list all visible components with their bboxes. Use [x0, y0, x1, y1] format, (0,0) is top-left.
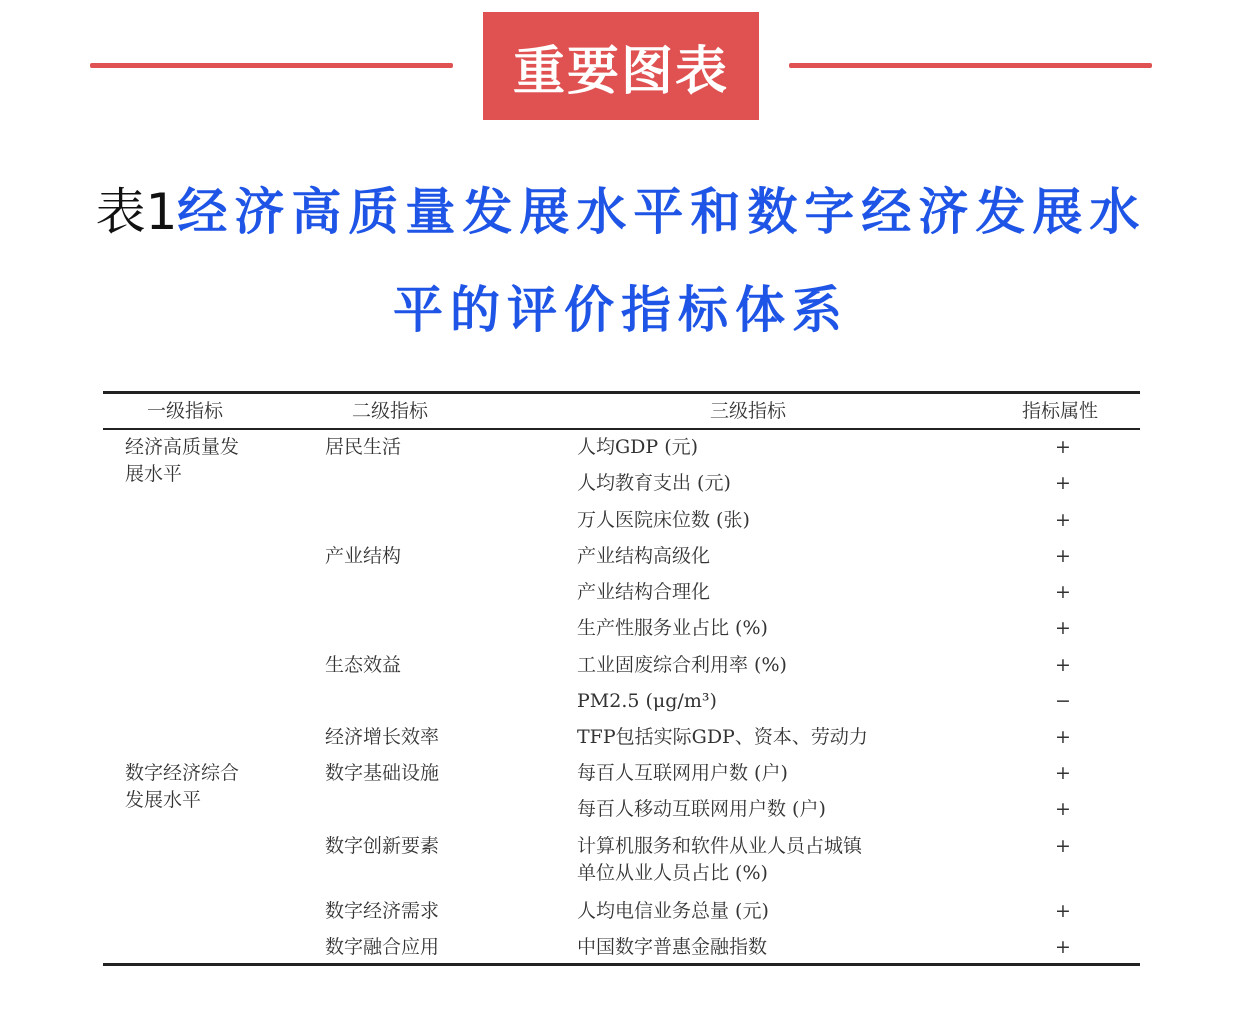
- table-title-line1: [0, 172, 1242, 244]
- attribute-cell: +: [1055, 472, 1071, 494]
- level3-cell: TFP包括实际GDP、资本、劳动力: [577, 726, 868, 748]
- level2-cell: 数字经济需求: [325, 900, 440, 922]
- level2-cell: 产业结构: [325, 545, 402, 567]
- level1-cell-cont: 展水平: [125, 463, 183, 485]
- attribute-cell: +: [1055, 545, 1071, 567]
- level2-cell: 经济增长效率: [325, 726, 440, 748]
- attribute-cell: +: [1055, 900, 1071, 922]
- attribute-cell: +: [1055, 436, 1071, 458]
- header-divider-left: [90, 63, 453, 68]
- level3-cell: 生产性服务业占比 (%): [577, 617, 768, 639]
- table-top-rule: [103, 391, 1140, 394]
- level1-cell: 经济高质量发: [125, 436, 240, 458]
- level2-cell: 数字融合应用: [325, 936, 440, 958]
- level3-cell: 万人医院床位数 (张): [577, 509, 750, 531]
- level3-cell: 人均教育支出 (元): [577, 472, 731, 494]
- attribute-cell: +: [1055, 726, 1071, 748]
- table-title-text: 经济高质量发展水平和数字经济发展水: [177, 183, 1147, 241]
- table-header-rule: [103, 428, 1140, 430]
- attribute-cell: −: [1055, 690, 1071, 712]
- attribute-cell: +: [1055, 936, 1071, 958]
- attribute-cell: +: [1055, 835, 1071, 857]
- level3-cell: 工业固废综合利用率 (%): [577, 654, 787, 676]
- col-header-level2: 二级指标: [352, 400, 429, 422]
- attribute-cell: +: [1055, 762, 1071, 784]
- level3-cell: 产业结构高级化: [577, 545, 711, 567]
- attribute-cell: +: [1055, 509, 1071, 531]
- col-header-attribute: 指标属性: [1022, 400, 1099, 422]
- level1-cell: 数字经济综合: [125, 762, 240, 784]
- level3-cell-cont: 单位从业人员占比 (%): [577, 862, 768, 884]
- level3-cell: 产业结构合理化: [577, 581, 711, 603]
- header-divider-right: [789, 63, 1152, 68]
- level2-cell: 生态效益: [325, 654, 402, 676]
- attribute-cell: +: [1055, 617, 1071, 639]
- level3-cell: 人均电信业务总量 (元): [577, 900, 769, 922]
- level2-cell: 数字创新要素: [325, 835, 440, 857]
- level2-cell: 数字基础设施: [325, 762, 440, 784]
- level3-cell: 每百人互联网用户数 (户): [577, 762, 788, 784]
- attribute-cell: +: [1055, 654, 1071, 676]
- level2-cell: 居民生活: [325, 436, 402, 458]
- attribute-cell: +: [1055, 581, 1071, 603]
- attribute-cell: +: [1055, 798, 1071, 820]
- table-number: 表1: [95, 183, 178, 241]
- table-title-text-cont: 平的评价指标体系: [393, 281, 849, 339]
- level3-cell: 计算机服务和软件从业人员占城镇: [577, 835, 863, 857]
- level3-cell: PM2.5 (μg/m³): [577, 690, 717, 712]
- table-bottom-rule: [103, 963, 1140, 966]
- level3-cell: 人均GDP (元): [577, 436, 699, 458]
- col-header-level3: 三级指标: [710, 400, 787, 422]
- table-title-line2: [0, 270, 1242, 342]
- level3-cell: 中国数字普惠金融指数: [577, 936, 768, 958]
- level3-cell: 每百人移动互联网用户数 (户): [577, 798, 826, 820]
- level1-cell-cont: 发展水平: [125, 789, 202, 811]
- col-header-level1: 一级指标: [147, 400, 224, 422]
- section-banner: 重要图表: [483, 12, 759, 120]
